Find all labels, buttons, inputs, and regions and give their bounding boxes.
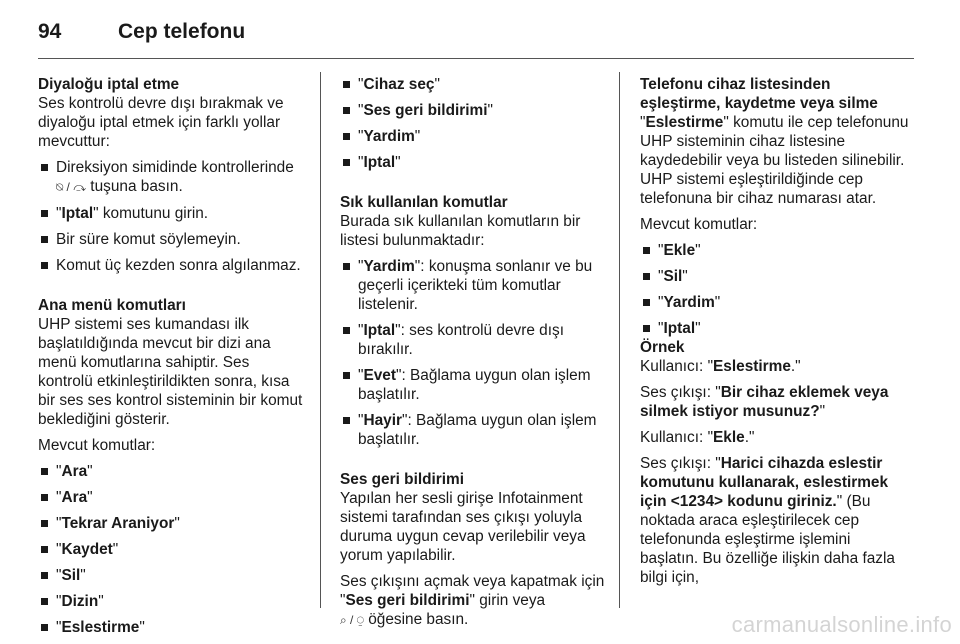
bullet-square-icon [343,81,350,88]
example-line: Kullanıcı: "Eslestirme." [640,358,801,375]
bullet-square-icon [41,598,48,605]
paragraph: "Eslestirme" komutu ile cep telefonunu UHP sisteminin cihaz listesine kaydedebilir veya bu listeden silinebilir. UHP sistemi eşleştirildiğinde cep telefonuna bir cihaz numarası atar. [640,114,909,207]
bullet-square-icon [343,327,350,334]
column-separator [320,72,321,608]
bullet-square-icon [343,263,350,270]
bullet-square-icon [343,372,350,379]
bullet-square-icon [343,417,350,424]
page-title: Cep telefonu [118,20,246,43]
command-item: "Hayir": Bağlama uygun olan işlem başlatılır. [340,411,610,449]
example-line: Ses çıkışı: "Harici cihazda eslestir komutunu kullanarak, eslestirmek için <1234> kodunu giriniz." (Bu noktada araca eşleştirilecek cep telefonunda eşleştirme işlemini başlatın. Bu özelliğe ilişkin daha fazla bilgi için, [640,455,895,586]
phone-button-icon: ⌕ / ⍜ [340,613,364,627]
bullet-square-icon [41,494,48,501]
steering-control-icon: ⍉ / ⤼ [56,180,87,194]
column-3 [640,75,910,594]
bullet-square-icon [41,210,48,217]
command-item: "Iptal": ses kontrolü devre dışı bırakılır. [340,321,610,359]
command-item: "Dizin" [38,592,308,611]
bullet-list [38,158,308,275]
command-item: "Yardim": konuşma sonlanır ve bu geçerli içerikteki tüm komutlar listelenir. [340,257,610,314]
bullet-square-icon [643,299,650,306]
section-heading-frequent-commands: Sık kullanılan komutlar [340,194,508,211]
section-heading-pairing: Telefonu cihaz listesinden eşleştirme, kaydetme veya silme [640,76,878,112]
command-list [340,75,610,172]
command-item: "Eslestirme" [38,618,308,637]
command-item: "Ara" [38,488,308,507]
bullet-square-icon [343,159,350,166]
list-item: "Iptal" komutunu girin. [38,204,308,223]
bullet-square-icon [343,133,350,140]
bullet-square-icon [41,236,48,243]
command-item: "Iptal" [340,153,610,172]
page-number: 94 [38,20,62,43]
command-item: "Cihaz seç" [340,75,610,94]
command-item: "Sil" [640,267,910,286]
bullet-square-icon [41,572,48,579]
command-item: "Yardim" [640,293,910,312]
paragraph: Mevcut komutlar: [640,216,758,233]
bullet-square-icon [41,520,48,527]
paragraph: Mevcut komutlar: [38,437,156,454]
page-header [38,14,918,54]
list-item: Komut üç kezden sonra algılanmaz. [38,256,308,275]
command-item: "Ara" [38,462,308,481]
column-1 [38,75,308,644]
command-item: "Ses geri bildirimi" [340,101,610,120]
command-list [38,462,308,637]
section-heading-example: Örnek [640,339,685,356]
column-2 [340,75,610,637]
paragraph: UHP sistemi ses kumandası ilk başlatıldığında mevcut bir dizi ana menü komutlarına sahiptir. Ses kontrolü etkinleştirildikten sonra, kısa bir ses ses kontrol sisteminin bir komut beklediğini gösterir. [38,316,303,428]
command-item: "Ekle" [640,241,910,260]
command-item: "Kaydet" [38,540,308,559]
header-rule [38,58,914,59]
command-item: "Evet": Bağlama uygun olan işlem başlatılır. [340,366,610,404]
paragraph: Ses çıkışını açmak veya kapatmak için "Ses geri bildirimi" girin veya ⌕ / ⍜ öğesine basın. [340,573,605,628]
bullet-square-icon [41,262,48,269]
bullet-square-icon [343,107,350,114]
paragraph: Yapılan her sesli girişe Infotainment sistemi tarafından ses çıkışı yoluyla duruma uygun cevap verilebilir veya yorum yapılabilir. [340,490,586,564]
section-heading-main-menu: Ana menü komutları [38,297,186,314]
paragraph: Burada sık kullanılan komutların bir listesi bulunmaktadır: [340,213,581,249]
frequent-command-list [340,257,610,449]
command-item: "Iptal" [640,319,910,338]
command-item: "Yardim" [340,127,610,146]
list-item: Direksiyon simidinde kontrollerinde ⍉ / ⤼ tuşuna basın. [38,158,308,197]
bullet-square-icon [643,325,650,332]
example-line: Kullanıcı: "Ekle." [640,429,755,446]
example-line: Ses çıkışı: "Bir cihaz eklemek veya silmek istiyor musunuz?" [640,384,889,420]
command-list [640,241,910,338]
list-item: Bir süre komut söylemeyin. [38,230,308,249]
bullet-square-icon [41,546,48,553]
section-heading-voice-feedback: Ses geri bildirimi [340,471,465,488]
bullet-square-icon [41,468,48,475]
column-separator [619,72,620,608]
watermark: carmanualsonline.info [731,612,952,637]
bullet-square-icon [643,273,650,280]
command-item: "Sil" [38,566,308,585]
bullet-square-icon [41,164,48,171]
section-heading-cancel-dialog: Diyaloğu iptal etme [38,76,180,93]
command-item: "Tekrar Araniyor" [38,514,308,533]
bullet-square-icon [41,624,48,631]
bullet-square-icon [643,247,650,254]
paragraph: Ses kontrolü devre dışı bırakmak ve diyaloğu iptal etmek için farklı yollar mevcuttur: [38,95,284,150]
